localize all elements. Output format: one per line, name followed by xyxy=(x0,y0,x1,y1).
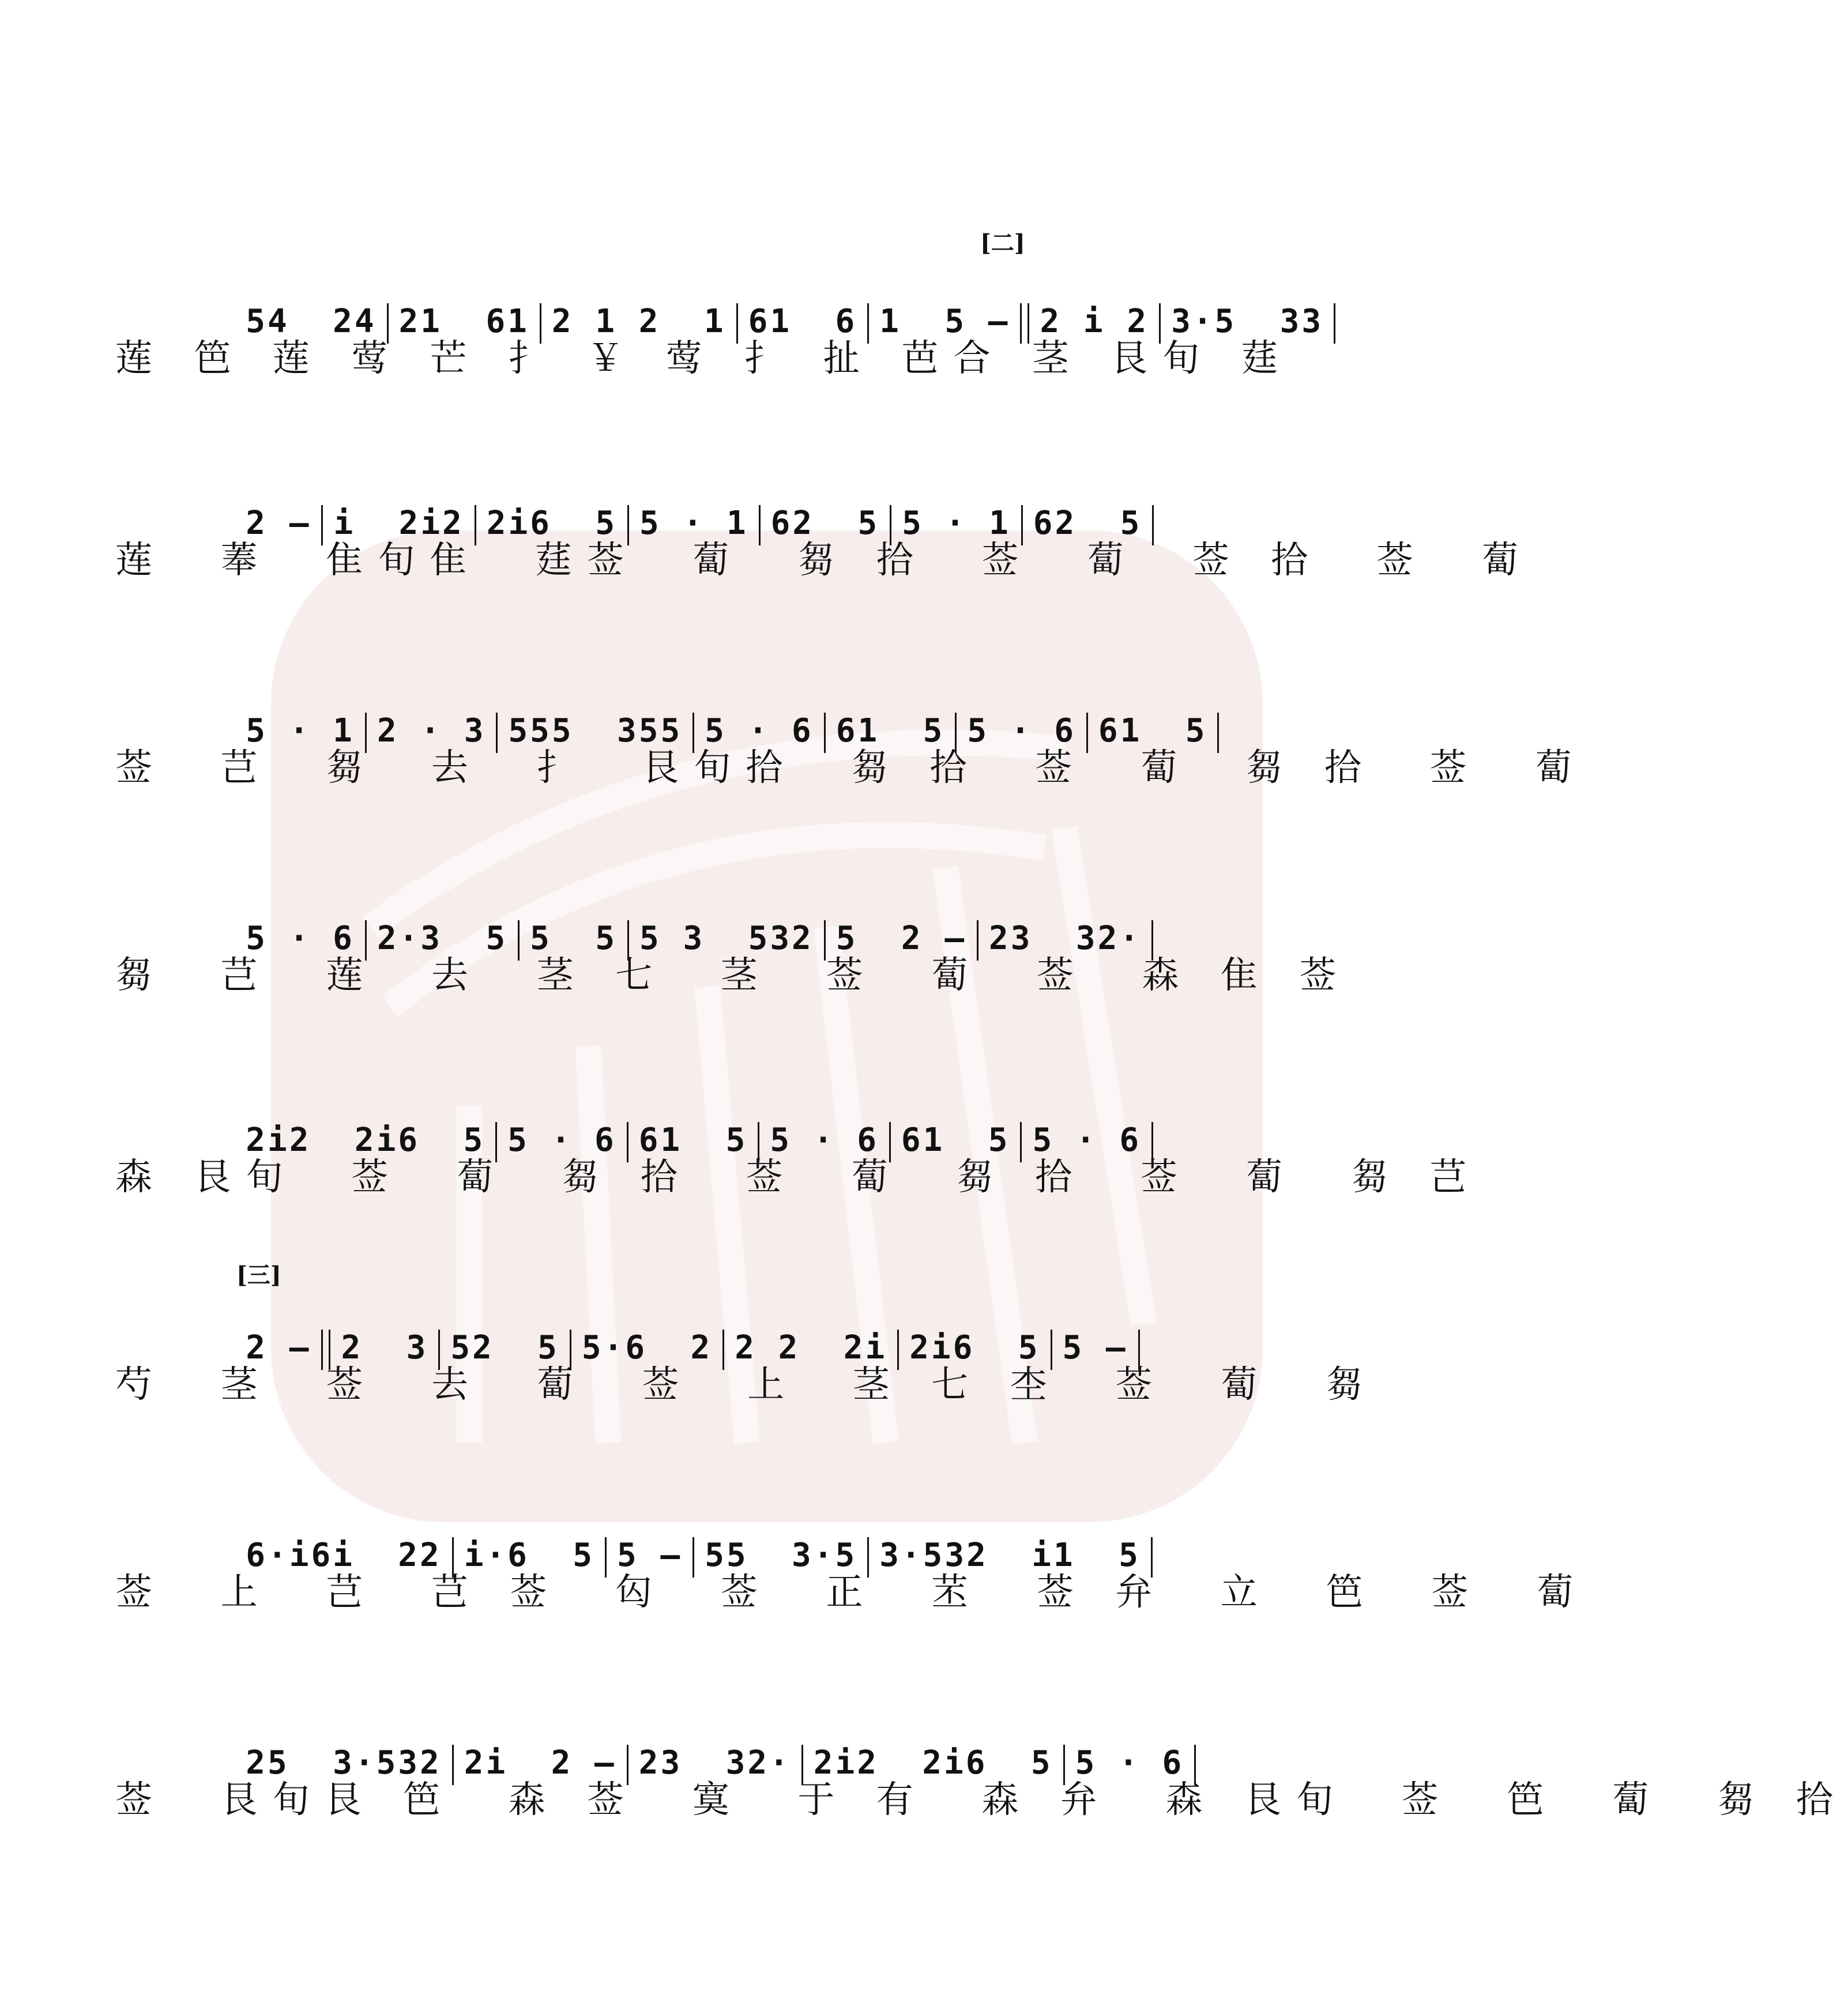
measure: 5 — xyxy=(1062,1329,1128,1366)
measure: 2i2 2i6 5 xyxy=(246,1121,485,1159)
measure: 2 i 2 xyxy=(1040,303,1149,340)
notation-row xyxy=(115,1084,1303,1159)
measure: 61 5 xyxy=(638,1121,748,1159)
tablature-row: 莲 菶 隹旬隹 莛莶 蔔 芻 拾 莶 蔔 莶 拾 莶 蔔 xyxy=(115,539,1534,582)
measure: 52 5 xyxy=(450,1329,559,1366)
measure: i·6 5 xyxy=(464,1537,595,1574)
measure: 5 · 6 xyxy=(246,920,355,957)
measure: 1 5 — xyxy=(879,303,1010,340)
measure: i 2i2 xyxy=(333,505,464,542)
notation-row xyxy=(115,467,1303,542)
measure: 5 · 6 xyxy=(705,712,814,750)
tablature-row: 莶 上 芑 芑 莶 匃 莶 正 苤 莶 弁 立 笆 莶 蔔 xyxy=(115,1571,1589,1614)
measure: 2i6 5 xyxy=(486,505,618,542)
measure: 2 — xyxy=(246,1329,311,1366)
measure: 5 · 6 xyxy=(967,712,1076,750)
measure: 2i2 2i6 5 xyxy=(813,1744,1053,1782)
notation-row xyxy=(115,1707,1303,1782)
measure: 5 · 6 xyxy=(1075,1744,1184,1782)
measure: 6·i6i 22 xyxy=(246,1537,442,1574)
measure: 2i 2 — xyxy=(464,1744,616,1782)
measure: 3·5 33 xyxy=(1171,303,1324,340)
measure: 25 3·532 xyxy=(246,1744,442,1782)
measure: 5 2 — xyxy=(835,920,967,957)
measure: 2 3 xyxy=(341,1329,428,1366)
measure: 555 355 xyxy=(508,712,683,750)
notation-row xyxy=(115,675,1303,750)
measure: 2i6 5 xyxy=(909,1329,1040,1366)
measure: 61 5 xyxy=(835,712,945,750)
section-mark-2: [二] xyxy=(980,229,1025,257)
measure: 5 · 1 xyxy=(639,505,748,542)
section-mark-3: [三] xyxy=(236,1262,281,1289)
measure: 3·532 i1 5 xyxy=(879,1537,1141,1574)
measure: 23 32· xyxy=(989,920,1142,957)
tablature-row: 芻 芑 莲 去 茎 七 茎 莶 蔔 莶 森 隹 莶 xyxy=(115,954,1352,997)
measure: 54 24 xyxy=(246,303,377,340)
tablature-row: 莲 笆 莲 莺 芒 扌 ￥ 莺 扌 扯 芭合 茎 艮旬 莛 xyxy=(115,337,1293,380)
measure: 61 5 xyxy=(1098,712,1207,750)
measure: 5 · 6 xyxy=(1032,1121,1142,1159)
measure: 5·6 2 xyxy=(581,1329,713,1366)
measure: 62 5 xyxy=(1033,505,1142,542)
measure: 55 3·5 xyxy=(705,1537,857,1574)
measure: 23 32· xyxy=(638,1744,791,1782)
measure: 5 · 6 xyxy=(507,1121,616,1159)
notation-row xyxy=(115,882,1303,957)
measure: 2 — xyxy=(246,505,311,542)
notation-row xyxy=(115,1292,1303,1366)
tablature-row: 莶 艮旬艮 笆 森 莶 寞 于 有 森 弁 森 艮旬 莶 笆 蔔 芻 拾 xyxy=(115,1779,1848,1821)
measure: 5 5 xyxy=(530,920,618,957)
measure: 61 6 xyxy=(748,303,857,340)
measure: 62 5 xyxy=(770,505,880,542)
measure: 61 5 xyxy=(901,1121,1010,1159)
measure: 2·3 5 xyxy=(377,920,508,957)
measure: 5 · 1 xyxy=(246,712,355,750)
measure: 2 · 3 xyxy=(377,712,486,750)
measure: 2 1 2 1 xyxy=(551,303,726,340)
measure: 21 61 xyxy=(398,303,529,340)
measure: 5 3 532 xyxy=(639,920,814,957)
tablature-row: 芍 茎 莶 去 蔔 莶 上 茎 七 杢 莶 蔔 芻 xyxy=(115,1364,1378,1406)
notation-row xyxy=(115,265,1324,340)
measure: 2 2 2i xyxy=(735,1329,887,1366)
tablature-row: 莶 芑 芻 去 扌 艮旬拾 芻 拾 莶 蔔 芻 拾 莶 蔔 xyxy=(115,747,1587,789)
measure: 5 · 1 xyxy=(902,505,1011,542)
notation-row xyxy=(115,1499,1303,1574)
tablature-row: 森 艮旬 莶 蔔 芻 拾 莶 蔔 芻 拾 莶 蔔 芻 芑 xyxy=(115,1156,1482,1199)
measure: 5 · 6 xyxy=(770,1121,879,1159)
measure: 5 — xyxy=(617,1537,683,1574)
